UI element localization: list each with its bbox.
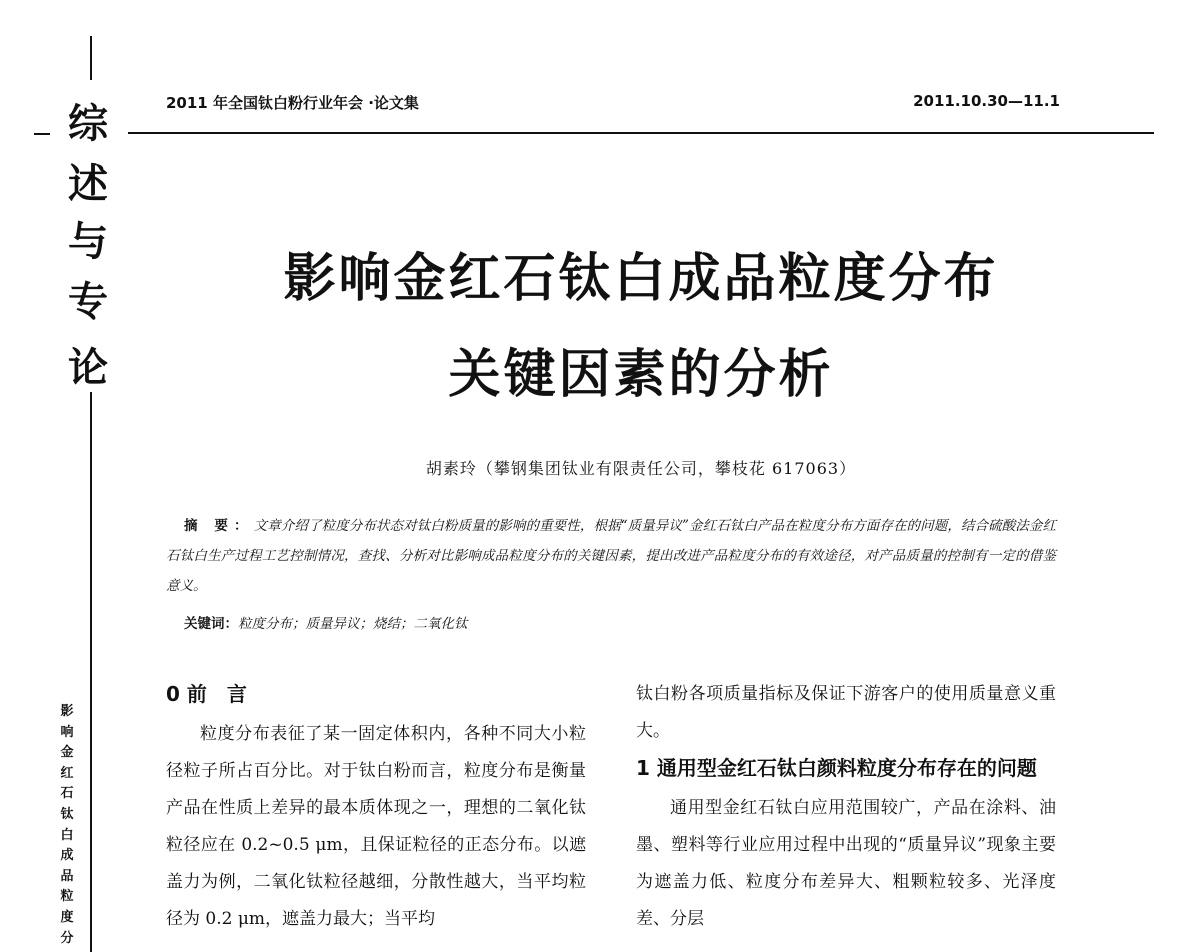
- header-rule: [128, 132, 1154, 134]
- vertical-running-title: [56, 702, 78, 949]
- abstract-text: 文章介绍了粒度分布状态对钛白粉质量的影响的重要性，根据“质量异议”金红石钛白产品在粒度分布方面存在的问题，结合硫酸法金红石钛白生产过程工艺控制情况，查找、分析对比影响成品粒度分布的关键因素，提出改进产品粒度分布的有效途径，对产品质量的控制有一定的借鉴意义。: [166, 518, 1056, 594]
- vertical-title-char: 品: [60, 868, 74, 884]
- sidebar-char-5: 论: [68, 345, 108, 391]
- vertical-title-char: 粒: [60, 889, 74, 905]
- keywords: [184, 612, 468, 632]
- keywords-text: 粒度分布；质量异议；烧结；二氧化钛: [238, 616, 468, 632]
- sidebar-dash: [34, 133, 50, 135]
- abstract-label: 摘 要：: [184, 518, 254, 534]
- vertical-title-char: 金: [60, 745, 74, 761]
- sidebar-char-3: 与: [68, 219, 108, 265]
- sidebar-char-2: 述: [68, 161, 108, 207]
- sidebar-char-4: 专: [68, 279, 108, 325]
- body-column-left: [166, 676, 586, 938]
- vertical-title-char: 石: [60, 786, 74, 802]
- abstract: [166, 511, 1056, 601]
- running-header-left: 2011 年全国钛白粉行业年会 ·论文集: [166, 94, 419, 112]
- vertical-title-char: 影: [60, 704, 74, 719]
- paper-title-line-1: 影响金红石钛白成品粒度分布: [283, 249, 999, 309]
- keywords-label: 关键词：: [184, 616, 238, 632]
- sidebar-rule-bottom: [90, 392, 92, 952]
- sidebar-char-1: 综: [68, 101, 108, 147]
- section-heading-0: 0 前 言: [166, 682, 247, 706]
- section-paragraph-1: 通用型金红石钛白应用范围较广，产品在涂料、油墨、塑料等行业应用过程中出现的“质量异议”现象主要为遮盖力低、粒度分布差异大、粗颗粒较多、光泽度差、分层: [636, 798, 1056, 929]
- running-header-right: 2011.10.30—11.1: [913, 92, 1060, 110]
- vertical-title-char: 钛: [60, 806, 74, 822]
- vertical-title-char: 响: [60, 724, 74, 740]
- vertical-title-char: 白: [60, 827, 74, 843]
- author-line: 胡素玲（攀钢集团钛业有限责任公司，攀枝花 617063）: [425, 459, 857, 478]
- vertical-title-char: 度: [60, 909, 74, 925]
- section-heading-1: 1 通用型金红石钛白颜料粒度分布存在的问题: [636, 756, 1037, 780]
- section-paragraph-0: 粒度分布表征了某一固定体积内，各种不同大小粒径粒子所占百分比。对于钛白粉而言，粒度分布是衡量产品在性质上差异的最本质体现之一，理想的二氧化钛粒径应在 0.2~0.5 μm，且保证粒径的正态分布。以遮盖力为例，二氧化钛粒径越细，分散性越大，当平均粒径为 0.2 μm，遮盖力最大；当平均: [166, 724, 586, 929]
- sidebar-rule-top: [90, 36, 92, 80]
- body-column-right: [636, 676, 1056, 938]
- paper-title-line-2: 关键因素的分析: [448, 345, 834, 405]
- vertical-title-char: 分: [60, 930, 74, 946]
- vertical-title-char: 红: [60, 765, 74, 781]
- continuation-paragraph: 钛白粉各项质量指标及保证下游客户的使用质量意义重大。: [636, 684, 1056, 741]
- vertical-title-char: 成: [60, 848, 74, 864]
